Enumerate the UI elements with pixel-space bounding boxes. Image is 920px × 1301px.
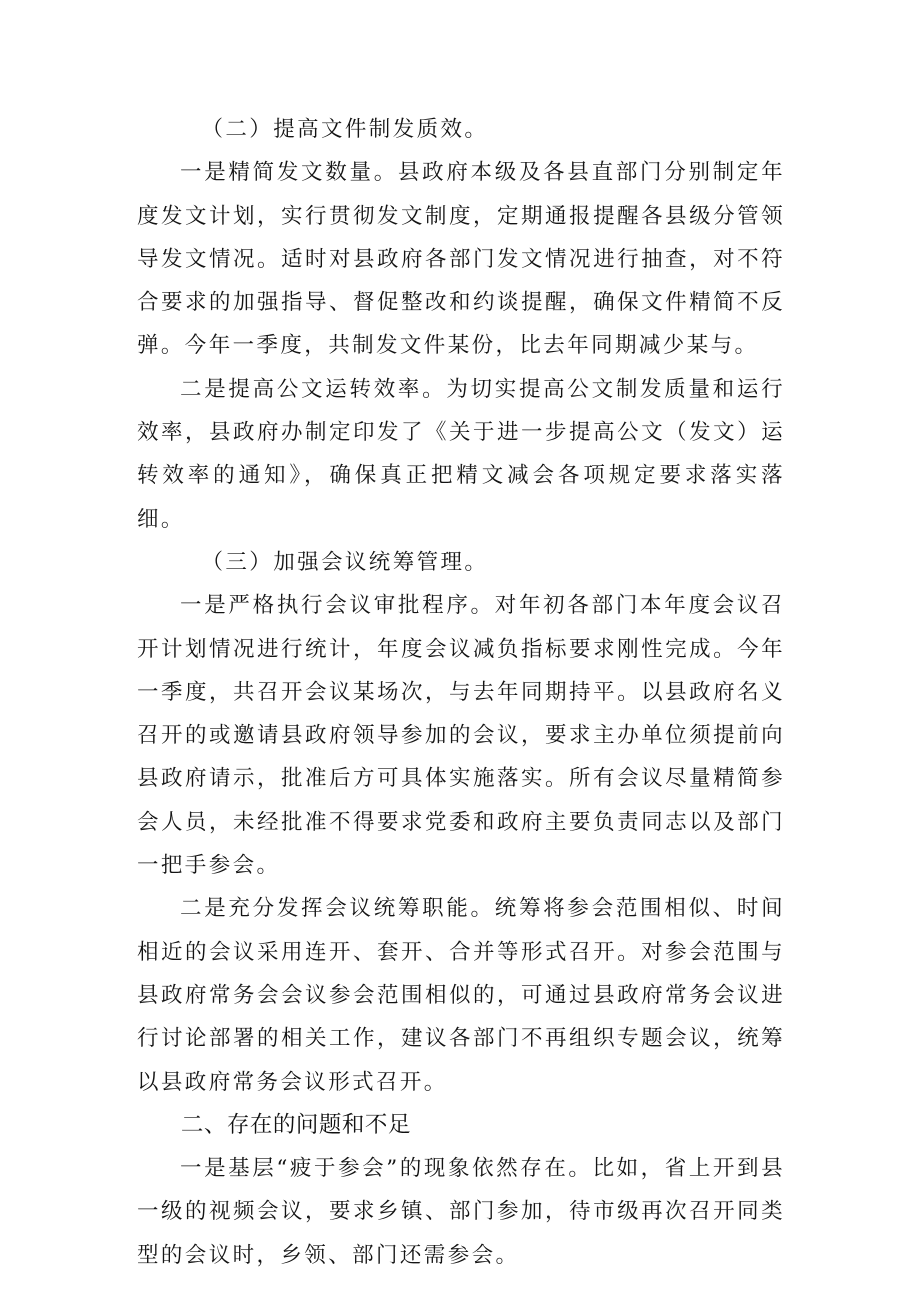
section-heading-problems: 二、存在的问题和不足: [180, 1111, 411, 1138]
paragraph-improve-document-efficiency: 二是提高公文运转效率。为切实提高公文制发质量和运行效率，县政府办制定印发了《关于进一步提高公文（发文）运转效率的通知》，确保真正把精文减会各项规定要求落实落细。: [137, 376, 785, 532]
paragraph-reduce-document-count: 一是精简发文数量。县政府本级及各县直部门分别制定年度发文计划，实行贯彻发文制度，定期通报提醒各县级分管领导发文情况。适时对县政府各部门发文情况进行抽查，对不符合要求的加强指导、督促整改和约谈提醒，确保文件精简不反弹。今年一季度，共制发文件某份，比去年同期减少某与。: [137, 160, 785, 359]
subheading-improve-document-quality: （二）提高文件制发质效。: [201, 117, 489, 142]
paragraph-meeting-coordination: 二是充分发挥会议统筹职能。统筹将参会范围相似、时间相近的会议采用连开、套开、合并等形式召开。对参会范围与县政府常务会会议参会范围相似的，可通过县政府常务会议进行讨论部署的相关工作，建议各部门不再组织专题会议，统筹以县政府常务会议形式召开。: [137, 896, 785, 1095]
subheading-meeting-management: （三）加强会议统筹管理。: [201, 549, 489, 575]
paragraph-meeting-approval: 一是严格执行会议审批程序。对年初各部门本年度会议召开计划情况进行统计，年度会议减负指标要求刚性完成。今年一季度，共召开会议某场次，与去年同期持平。以县政府名义召开的或邀请县政府领导参加的会议，要求主办单位须提前向县政府请示，批准后方可具体实施落实。所有会议尽量精简参会人员，未经批准不得要求党委和政府主要负责同志以及部门一把手参会。: [137, 593, 785, 879]
paragraph-meeting-fatigue: 一是基层“疲于参会”的现象依然存在。比如，省上开到县一级的视频会议，要求乡镇、部门参加，待市级再次召开同类型的会议时，乡领、部门还需参会。: [137, 1156, 785, 1268]
document-body: [137, 108, 785, 1277]
